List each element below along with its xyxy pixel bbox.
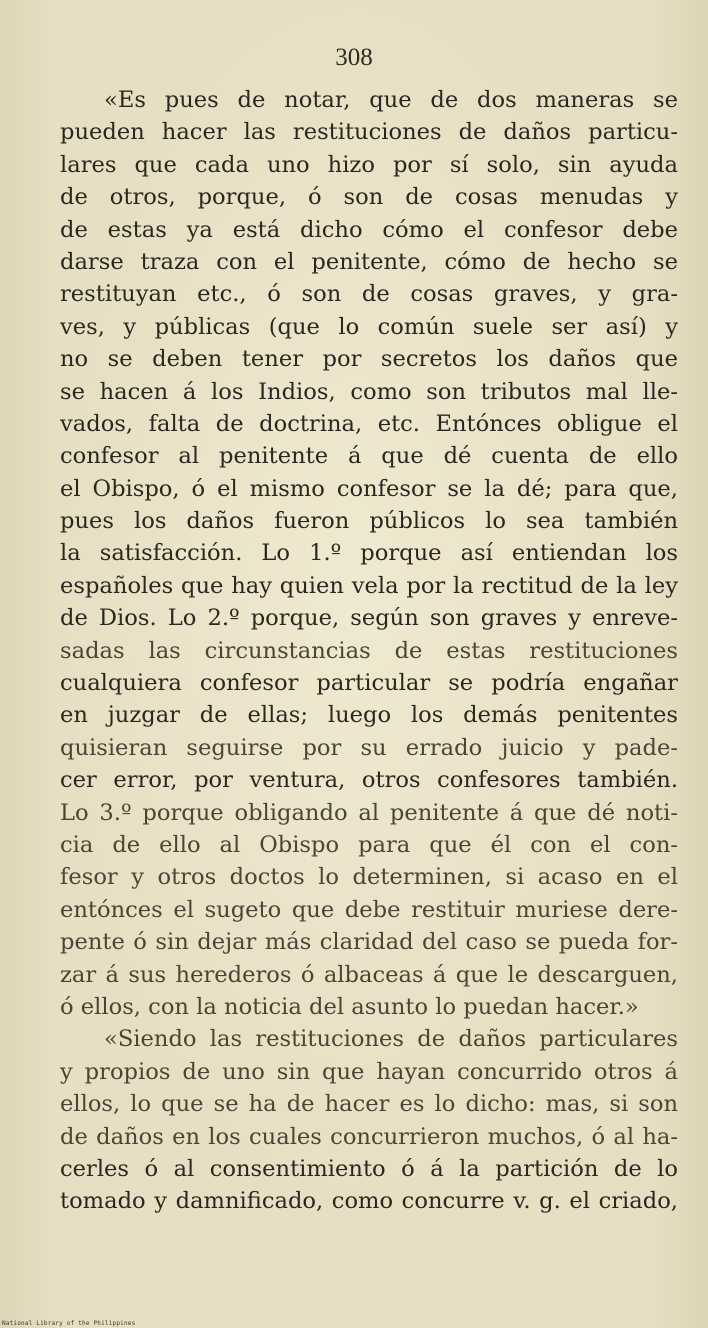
text-line: pente ó sin dejar más claridad del caso se pueda for- [60, 929, 678, 956]
text-line: «Es pues de notar, que de dos maneras se [104, 87, 678, 113]
text-line: se hacen á los Indios, como son tributos mal lle- [60, 378, 678, 405]
text-line: ó ellos, con la noticia del asunto lo puedan hacer.» [60, 993, 639, 1020]
text-line: en juzgar de ellas; luego los demás penitentes [60, 702, 678, 729]
text-line: vados, falta de doctrina, etc. Entónces obligue el [60, 410, 678, 437]
text-line: no se deben tener por secretos los daños que [60, 346, 678, 373]
text-line: de otros, porque, ó son de cosas menudas y [60, 184, 678, 211]
text-line: zar á sus herederos ó albaceas á que le descarguen, [60, 961, 678, 988]
text-line: de estas ya está dicho cómo el confesor debe [60, 216, 678, 243]
text-line: la satisfacción. Lo 1.º porque así entiendan los [60, 540, 678, 567]
text-line: cia de ello al Obispo para que él con el con- [60, 831, 678, 858]
text-line: de daños en los cuales concurrieron muchos, ó al ha- [60, 1123, 678, 1150]
text-line: confesor al penitente á que dé cuenta de ello [60, 443, 678, 470]
text-line: tomado y damnificado, como concurre v. g. el criado, [60, 1188, 678, 1215]
text-line: cer error, por ventura, otros confesores también. [60, 767, 678, 794]
text-line: cerles ó al consentimiento ó á la partición de lo [60, 1155, 678, 1182]
library-credit: National Library of the Philippines [2, 1320, 136, 1327]
text-line: de Dios. Lo 2.º porque, según son graves y enreve- [60, 605, 678, 632]
text-line: pues los daños fueron públicos lo sea también [60, 508, 678, 535]
text-line: fesor y otros doctos lo determinen, si acaso en el [60, 864, 678, 891]
page-number: 308 [335, 44, 373, 71]
text-line: ellos, lo que se ha de hacer es lo dicho: mas, si son [60, 1091, 678, 1118]
text-line: españoles que hay quien vela por la rectitud de la ley [60, 572, 678, 599]
text-line: pueden hacer las restituciones de daños particu- [60, 119, 678, 146]
text-line: entónces el sugeto que debe restituir muriese dere- [60, 896, 678, 923]
text-line: el Obispo, ó el mismo confesor se la dé; para que, [60, 475, 678, 502]
text-line: restituyan etc., ó son de cosas graves, y gra- [60, 281, 678, 308]
text-line: lares que cada uno hizo por sí solo, sin ayuda [60, 151, 678, 178]
text-line: cualquiera confesor particular se podría engañar [60, 670, 678, 697]
text-line: ves, y públicas (que lo común suele ser así) y [60, 313, 678, 340]
text-line: darse traza con el penitente, cómo de hecho se [60, 248, 678, 275]
text-line: quisieran seguirse por su errado juicio y pade- [60, 734, 678, 761]
text-line: «Siendo las restituciones de daños particulares [104, 1026, 678, 1053]
text-line: sadas las circunstancias de estas restituciones [60, 637, 678, 664]
body-text [60, 84, 678, 1218]
text-line: y propios de uno sin que hayan concurrido otros á [60, 1058, 678, 1085]
text-line: Lo 3.º porque obligando al penitente á que dé noti- [60, 799, 678, 826]
